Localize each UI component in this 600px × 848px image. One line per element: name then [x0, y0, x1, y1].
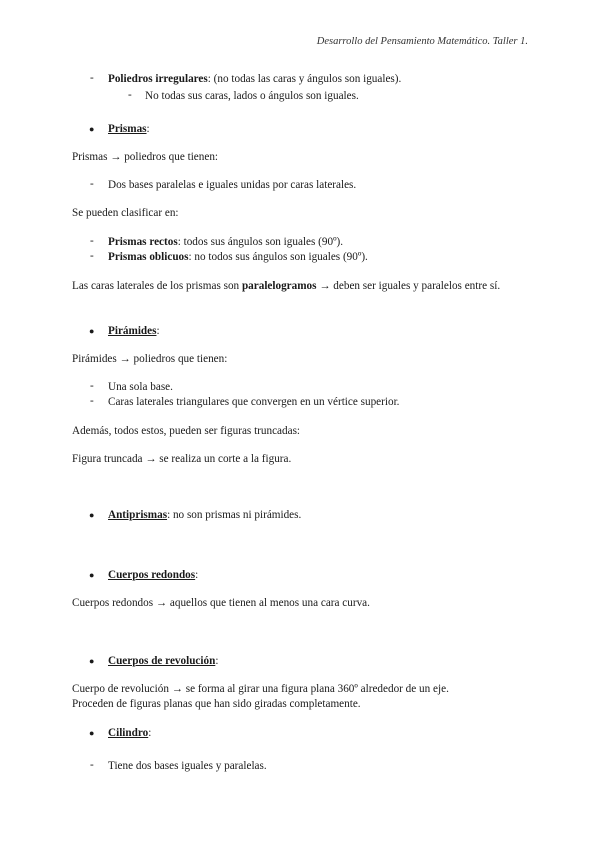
dash-bullet: -: [90, 759, 94, 771]
prismas-classify: Se pueden clasificar en:: [72, 207, 179, 219]
dot-bullet: ●: [89, 570, 95, 580]
dash-bullet: -: [90, 235, 94, 247]
poliedros-irregulares-subitem: No todas sus caras, lados o ángulos son iguales.: [145, 90, 359, 102]
caras-text-a: Las caras laterales de los prismas son: [72, 280, 242, 292]
piramides-heading-line: Pirámides:: [108, 325, 160, 337]
prismas-intro: Prismas → poliedros que tienen:: [72, 151, 219, 163]
prismas-oblicuos-item: [108, 250, 368, 265]
prismas-heading-line: Prismas:: [108, 123, 150, 135]
truncadas-intro: Además, todos estos, pueden ser figuras truncadas:: [72, 425, 301, 437]
term-paralelogramos: paralelogramos: [241, 280, 317, 292]
dash-bullet: -: [90, 250, 94, 262]
caras-text-c: → deben ser iguales y paralelos entre sí.: [316, 280, 501, 292]
dot-bullet: ●: [89, 510, 95, 520]
cuerpos-redondos-definition: Cuerpos redondos → aquellos que tienen al menos una cara curva.: [72, 597, 370, 609]
antiprismas-text: : no son prismas ni pirámides.: [167, 509, 302, 521]
poliedros-irregulares-item: [108, 72, 401, 87]
term-prismas-rectos: Prismas rectos: [108, 236, 178, 248]
dash-bullet: -: [90, 178, 94, 190]
prismas-caras-paragraph: [72, 279, 524, 294]
dash-bullet: -: [90, 395, 94, 407]
figura-truncada-definition: Figura truncada → se realiza un corte a la figura.: [72, 453, 292, 465]
cuerpos-redondos-heading-line: Cuerpos redondos:: [108, 569, 199, 581]
dash-bullet: -: [90, 380, 94, 392]
term-prismas-oblicuos: Prismas oblicuos: [108, 251, 189, 263]
prismas-rectos-text: : todos sus ángulos son iguales (90º).: [177, 236, 344, 248]
cilindro-heading-line: Cilindro:: [108, 727, 152, 739]
dash-bullet: -: [128, 89, 132, 101]
piramides-item-caras: Caras laterales triangulares que convergen en un vértice superior.: [108, 396, 400, 408]
cilindro-item-bases: Tiene dos bases iguales y paralelas.: [108, 760, 267, 772]
cilindro-heading: Cilindro: [108, 727, 149, 739]
cuerpos-redondos-heading: Cuerpos redondos: [108, 569, 196, 581]
dot-bullet: ●: [89, 656, 95, 666]
dot-bullet: ●: [89, 326, 95, 336]
dash-bullet: -: [90, 72, 94, 84]
term-poliedros-irregulares: Poliedros irregulares: [108, 73, 208, 85]
prismas-oblicuos-text: : no todos sus ángulos son iguales (90º).: [188, 251, 368, 263]
cuerpos-revolucion-definition: Cuerpo de revolución → se forma al girar una figura plana 360º alrededor de un eje.: [72, 683, 449, 695]
antiprismas-heading: Antiprismas: [108, 509, 168, 521]
piramides-item-base: Una sola base.: [108, 381, 173, 393]
cuerpos-revolucion-note: Proceden de figuras planas que han sido giradas completamente.: [72, 698, 361, 710]
piramides-intro: Pirámides → poliedros que tienen:: [72, 353, 228, 365]
prismas-heading: Prismas: [108, 123, 147, 135]
running-header: Desarrollo del Pensamiento Matemático. Taller 1.: [316, 36, 528, 47]
antiprismas-line: [108, 508, 301, 523]
prismas-item-bases: Dos bases paralelas e iguales unidas por caras laterales.: [108, 179, 357, 191]
poliedros-irregulares-text: : (no todas las caras y ángulos son iguales).: [207, 73, 402, 85]
dot-bullet: ●: [89, 124, 95, 134]
dot-bullet: ●: [89, 728, 95, 738]
cuerpos-revolucion-heading: Cuerpos de revolución: [108, 655, 216, 667]
piramides-heading: Pirámides: [108, 325, 157, 337]
prismas-rectos-item: [108, 235, 343, 250]
cuerpos-revolucion-heading-line: Cuerpos de revolución:: [108, 655, 219, 667]
